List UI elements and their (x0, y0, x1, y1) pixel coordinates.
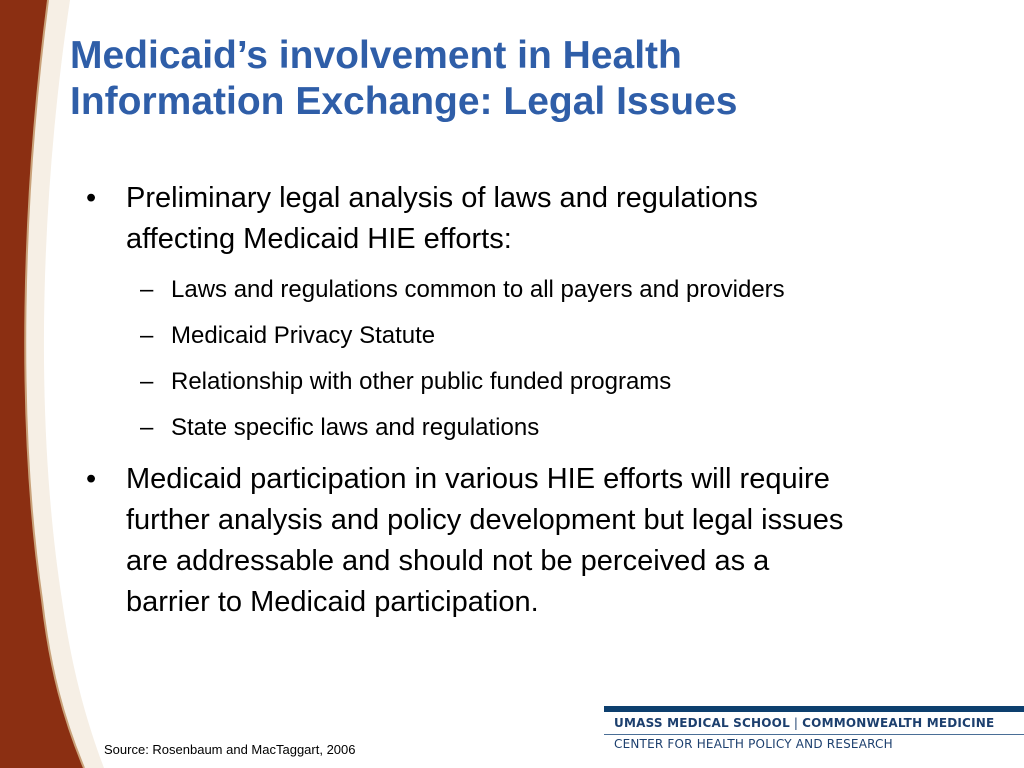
logo-separator: | (793, 716, 799, 730)
bullet-2-text (126, 459, 986, 623)
logo-center-name: CENTER FOR HEALTH POLICY AND RESEARCH (614, 737, 893, 751)
title-line-2: Information Exchange: Legal Issues (70, 80, 738, 123)
source-citation: Source: Rosenbaum and MacTaggart, 2006 (104, 742, 356, 757)
sub-bullet-4: State specific laws and regulations (171, 414, 540, 441)
sub-bullet-1: Laws and regulations common to all payers and providers (171, 276, 785, 303)
bullet-1-line-1: Preliminary legal analysis of laws and regulations (126, 182, 758, 214)
title-line-1: Medicaid’s involvement in Health (70, 34, 682, 77)
sub-bullet-marker: – (140, 368, 154, 395)
sub-bullet-3: Relationship with other public funded programs (171, 368, 672, 395)
sub-bullet-2: Medicaid Privacy Statute (171, 322, 436, 349)
sub-bullet-marker: – (140, 414, 154, 441)
bullet-marker: • (86, 463, 97, 495)
sub-bullet-marker: – (140, 322, 154, 349)
bullet-marker: • (86, 182, 97, 214)
logo-divider (604, 734, 1024, 735)
bullet-1-text (126, 178, 986, 260)
sub-bullet-marker: – (140, 276, 154, 303)
logo-line-1 (614, 716, 994, 730)
logo-top-rule (604, 706, 1024, 712)
bullet-2-line-2: further analysis and policy development but legal issues (126, 504, 844, 536)
logo-unit-name: COMMONWEALTH MEDICINE (802, 716, 995, 730)
bullet-1-line-2: affecting Medicaid HIE efforts: (126, 223, 512, 255)
bullet-2-line-3: are addressable and should not be perceived as a (126, 545, 770, 577)
bullet-2-line-1: Medicaid participation in various HIE efforts will require (126, 463, 830, 495)
bullet-2-line-4: barrier to Medicaid participation. (126, 586, 539, 618)
umass-logo (604, 706, 1024, 766)
logo-school-name: UMASS MEDICAL SCHOOL (614, 716, 790, 730)
slide-title (70, 33, 990, 125)
